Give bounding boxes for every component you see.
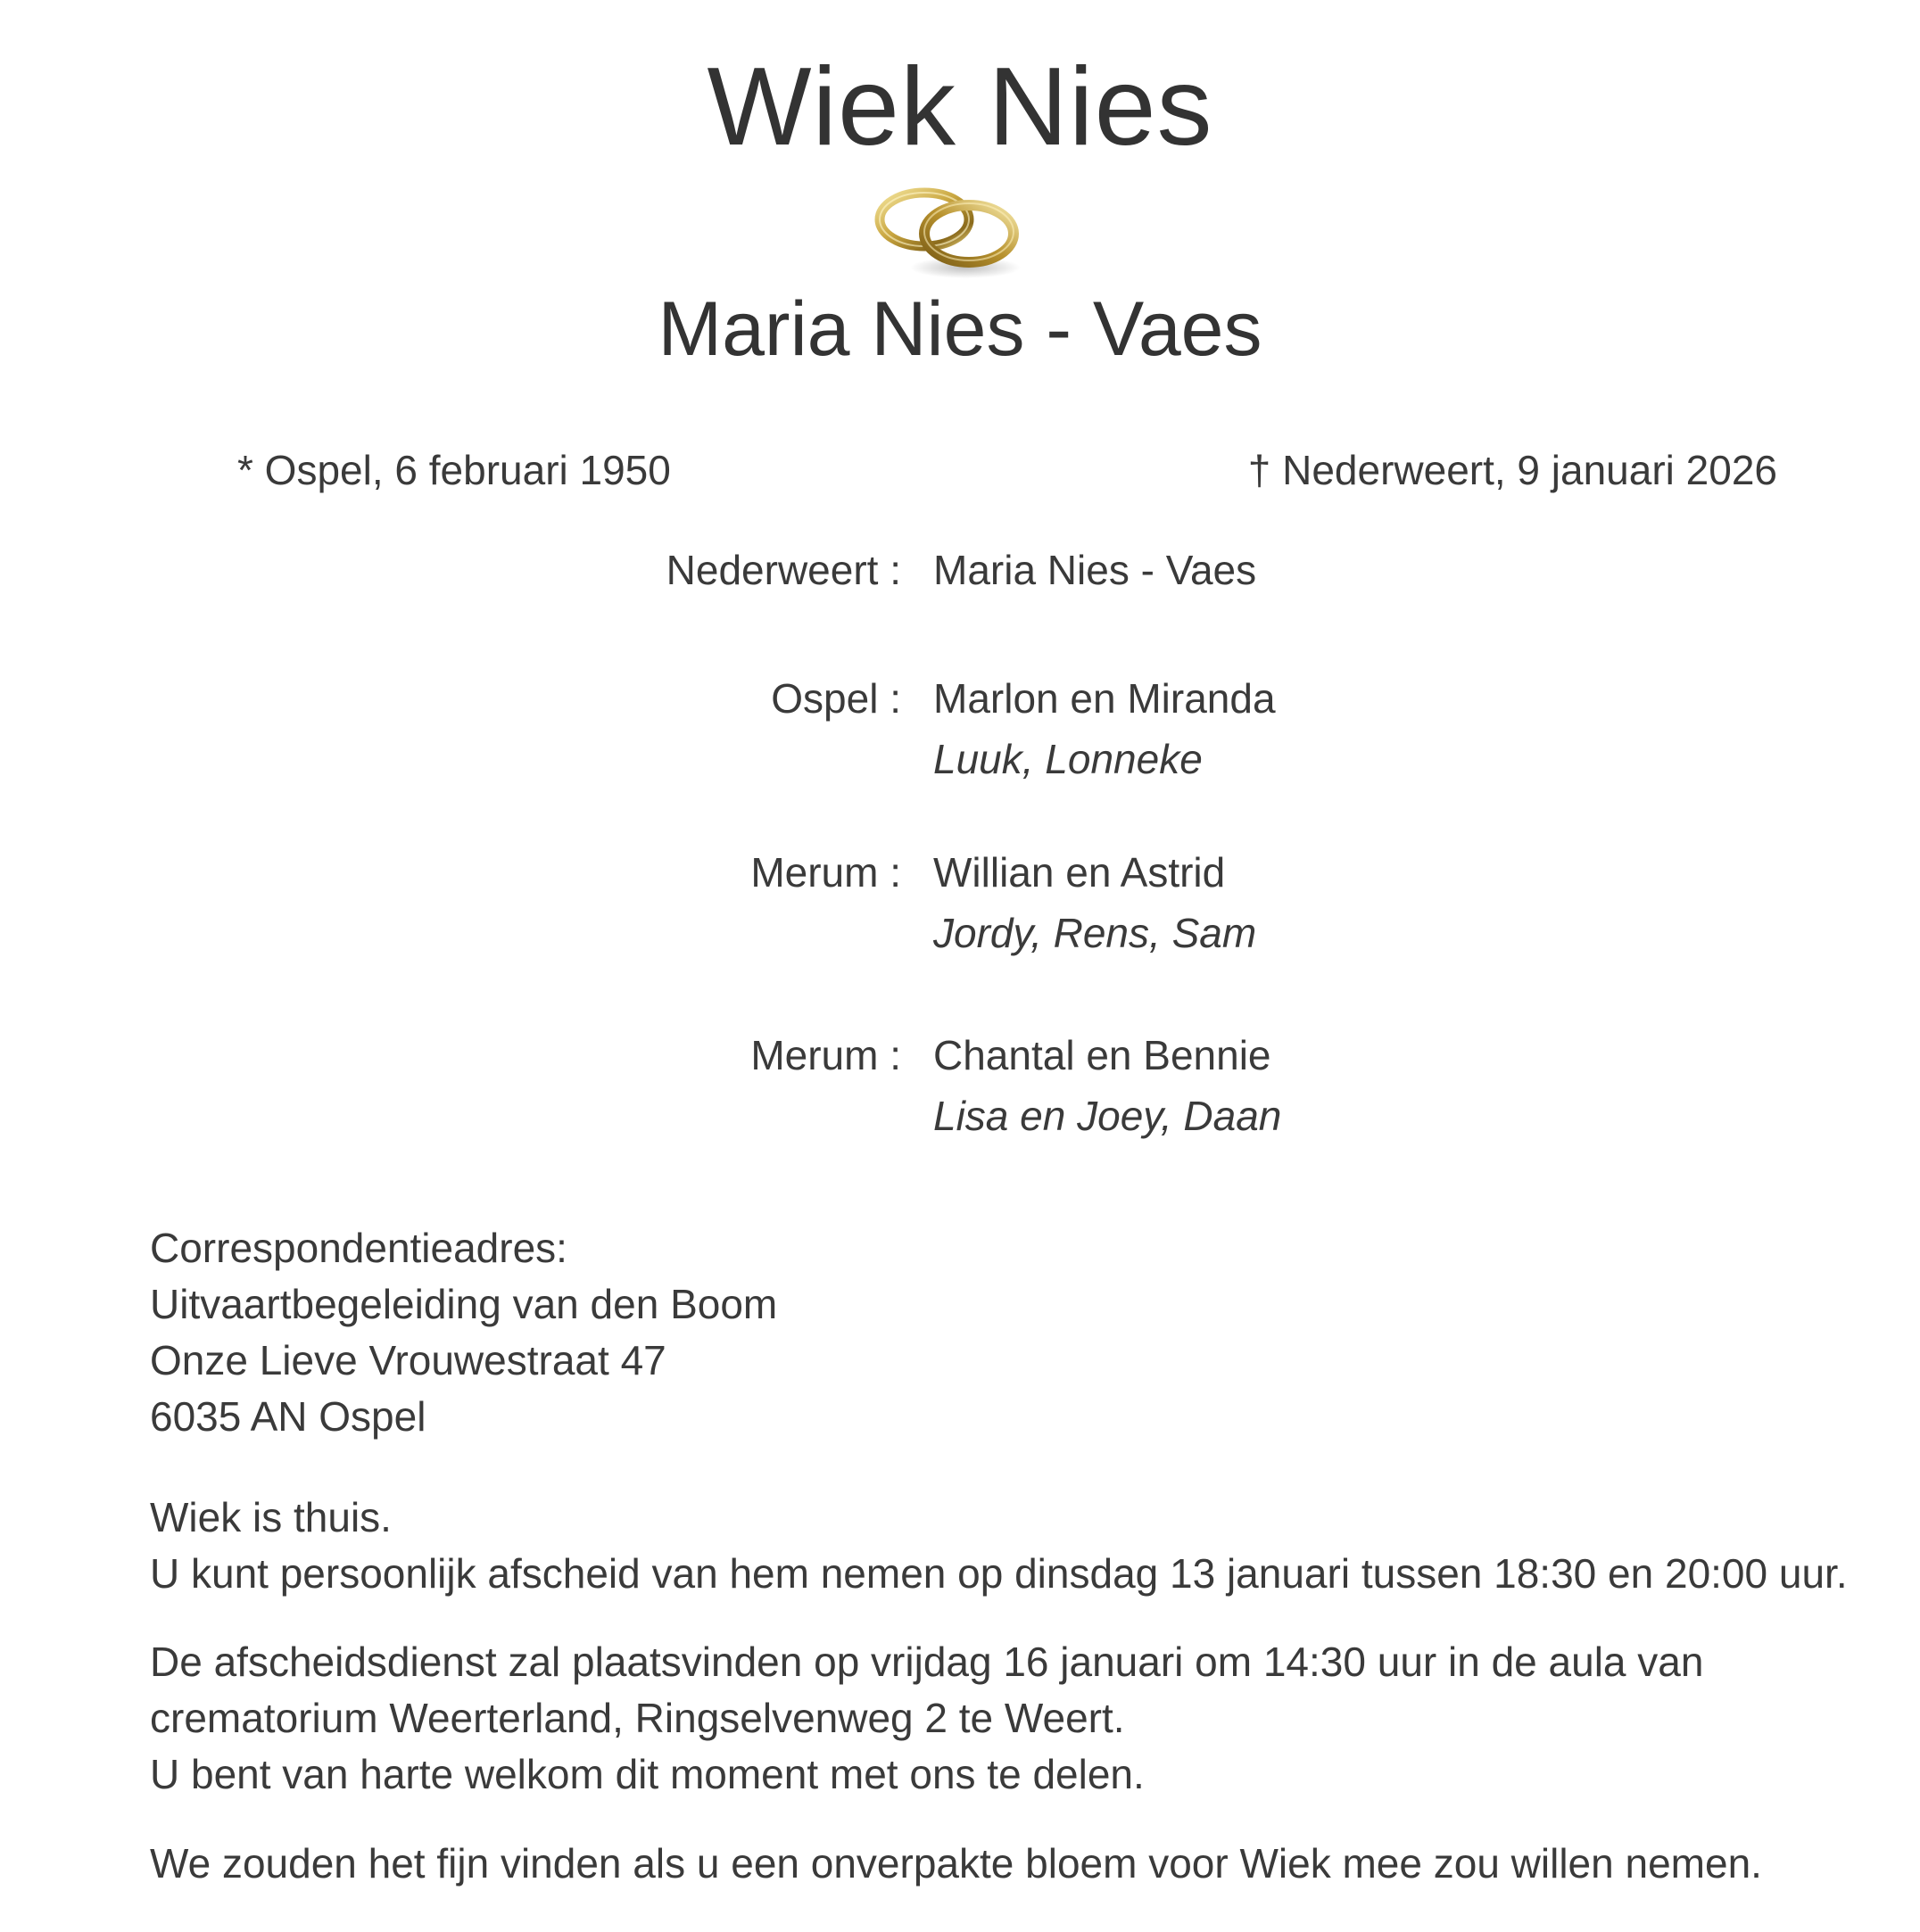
family-row xyxy=(0,1031,1920,1156)
family-names: Marlon en Miranda xyxy=(933,675,1276,722)
paragraph-line: We zouden het fijn vinden als u een onverpakte bloem voor Wiek mee zou willen nemen. xyxy=(150,1840,1762,1887)
paragraph-line: U bent van harte welkom dit moment met ons te delen. xyxy=(150,1751,1145,1797)
family-row xyxy=(0,848,1920,973)
family-names: Maria Nies - Vaes xyxy=(933,547,1257,593)
flower-paragraph xyxy=(150,1836,1890,1892)
paragraph-line: De afscheidsdienst zal plaatsvinden op vrijdag 16 januari om 14:30 uur in de aula van xyxy=(150,1639,1704,1685)
service-paragraph xyxy=(150,1634,1890,1803)
family-place: Merum : xyxy=(750,1032,901,1078)
address-line: Onze Lieve Vrouwestraat 47 xyxy=(150,1337,666,1383)
family-children: Lisa en Joey, Daan xyxy=(933,1093,1282,1139)
address-line: 6035 AN Ospel xyxy=(150,1393,426,1440)
family-children: Luuk, Lonneke xyxy=(933,736,1203,782)
family-row xyxy=(0,674,1920,799)
family-row xyxy=(0,546,1920,671)
visitation-paragraph xyxy=(150,1490,1890,1602)
family-children: Jordy, Rens, Sam xyxy=(933,910,1257,956)
family-place: Nederweert : xyxy=(666,547,901,593)
family-names: Willian en Astrid xyxy=(933,849,1226,896)
paragraph-line: U kunt persoonlijk afscheid van hem nemen op dinsdag 13 januari tussen 18:30 en 20:00 uur. xyxy=(150,1550,1848,1597)
birth-date: * Ospel, 6 februari 1950 xyxy=(237,447,671,493)
spouse-name: Maria Nies - Vaes xyxy=(658,286,1262,372)
address-label: Correspondentieadres: xyxy=(150,1225,567,1271)
address-line: Uitvaartbegeleiding van den Boom xyxy=(150,1281,778,1327)
death-date: † Nederweert, 9 januari 2026 xyxy=(1247,447,1777,493)
family-place: Merum : xyxy=(750,849,901,896)
correspondence-address xyxy=(150,1220,777,1445)
family-names: Chantal en Bennie xyxy=(933,1032,1271,1078)
deceased-name: Wiek Nies xyxy=(707,45,1213,169)
family-place: Ospel : xyxy=(771,675,901,722)
paragraph-line: Wiek is thuis. xyxy=(150,1494,392,1540)
paragraph-line: crematorium Weerterland, Ringselvenweg 2 te Weert. xyxy=(150,1695,1125,1741)
wedding-rings-icon xyxy=(867,180,1026,280)
